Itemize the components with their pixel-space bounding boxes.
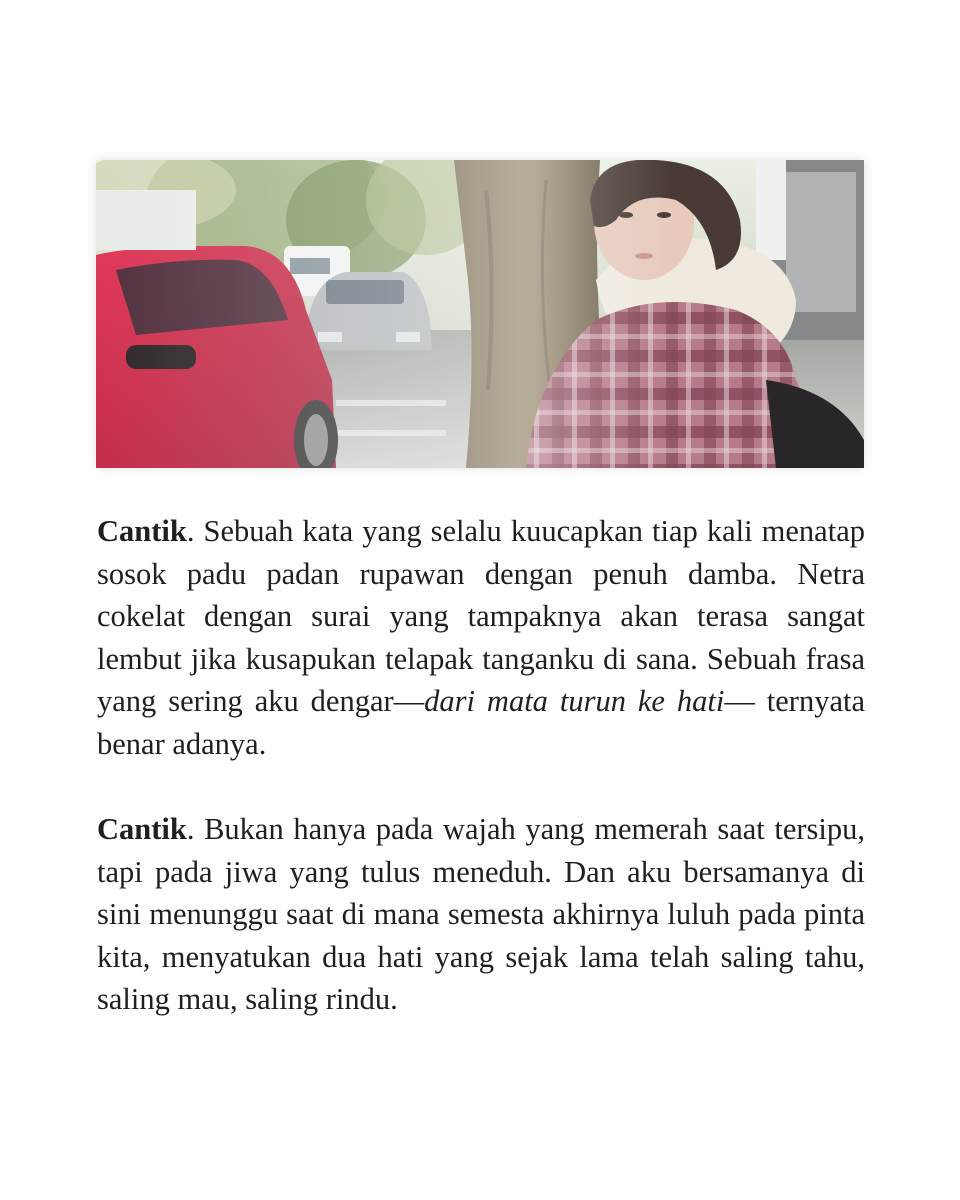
paragraph-2-lead-word: Cantik bbox=[97, 812, 187, 846]
street-photo-illustration bbox=[96, 160, 864, 468]
street-photo bbox=[96, 160, 864, 468]
paragraph-1-text-end: — ternyata benar adanya. bbox=[97, 684, 866, 761]
paragraph-2-text: . Bukan hanya pada wajah yang memerah saat tersipu, tapi pada jiwa yang tulus meneduh. Dan aku bersamanya di sini menunggu saat di mana semesta akhirnya luluh pada pinta kita, menyatukan dua hati yang sejak lama telah saling tahu, saling mau, saling rindu. bbox=[97, 812, 865, 1017]
paragraph-1-text: . Sebuah kata yang selalu kuucapkan tiap kali menatap sosok padu padan rupawan dengan penuh damba. Netra cokelat dengan surai yang tampaknya akan terasa sangat lembut jika kusapukan telapak tanganku di sana. Sebuah frasa yang sering aku dengar— bbox=[97, 514, 865, 719]
paragraph-1 bbox=[97, 510, 865, 766]
paragraph-1-lead-word: Cantik bbox=[97, 514, 187, 548]
paragraph-1-italic-phrase: dari mata turun ke hati bbox=[424, 684, 725, 719]
paragraph-2 bbox=[97, 808, 865, 1021]
